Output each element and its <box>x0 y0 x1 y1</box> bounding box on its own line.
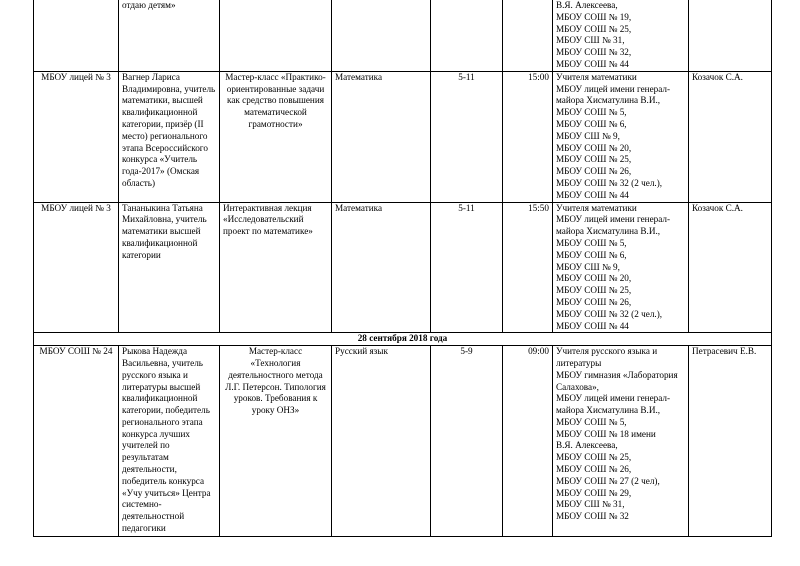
time-cell: 15:50 <box>503 202 553 333</box>
participants-cell: Учителя математики МБОУ лицей имени генерал- майора Хисматулина В.И., МБОУ СОШ № 5, МБОУ СОШ № 6, МБОУ СШ № 9, МБОУ СОШ № 20, МБОУ СОШ № 25, МБОУ СОШ № 26, МБОУ СОШ № 32 (2 чел.), МБОУ СОШ № 44 <box>553 202 689 333</box>
table-row <box>34 346 772 537</box>
org-cell: МБОУ СОШ № 24 <box>34 346 119 537</box>
subject-cell <box>332 0 431 71</box>
org-cell: МБОУ лицей № 3 <box>34 71 119 202</box>
teacher-cell: отдаю детям» <box>119 0 220 71</box>
grades-cell <box>431 0 503 71</box>
subject-cell: Русский язык <box>332 346 431 537</box>
participants-cell: Учителя математики МБОУ лицей имени генерал- майора Хисматулина В.И., МБОУ СОШ № 5, МБОУ СОШ № 6, МБОУ СШ № 9, МБОУ СОШ № 20, МБОУ СОШ № 25, МБОУ СОШ № 26, МБОУ СОШ № 32 (2 чел.), МБОУ СОШ № 44 <box>553 71 689 202</box>
table-row <box>34 202 772 333</box>
subject-cell: Математика <box>332 71 431 202</box>
time-cell: 15:00 <box>503 71 553 202</box>
subject-cell: Математика <box>332 202 431 333</box>
event-cell: Мастер-класс «Практико-ориентированные задачи как средство повышения математической грамотности» <box>220 71 332 202</box>
grades-cell: 5-11 <box>431 71 503 202</box>
date-row <box>34 333 772 346</box>
time-cell: 09:00 <box>503 346 553 537</box>
curator-cell: Козачок С.А. <box>689 202 772 333</box>
curator-cell <box>689 0 772 71</box>
grades-cell: 5-11 <box>431 202 503 333</box>
participants-cell: Учителя русского языка и литературы МБОУ гимназия «Лаборатория Салахова», МБОУ лицей имени генерал- майора Хисматулина В.И., МБОУ СОШ № 5, МБОУ СОШ № 18 имени В.Я. Алексеева, МБОУ СОШ № 25, МБОУ СОШ № 26, МБОУ СОШ № 27 (2 чел), МБОУ СОШ № 29, МБОУ СШ № 31, МБОУ СОШ № 32 <box>553 346 689 537</box>
teacher-cell: Тананыкина Татьяна Михайловна, учитель математики высшей квалификационной категории <box>119 202 220 333</box>
time-cell <box>503 0 553 71</box>
event-cell <box>220 0 332 71</box>
event-cell: Интерактивная лекция «Исследовательский проект по математике» <box>220 202 332 333</box>
teacher-cell: Вагнер Лариса Владимировна, учитель математики, высшей квалификационной категории, призёр (II место) регионального этапа Всероссийского конкурса «Учитель года-2017» (Омская область) <box>119 71 220 202</box>
org-cell <box>34 0 119 71</box>
table-row <box>34 0 772 71</box>
schedule-table <box>33 0 772 537</box>
teacher-cell: Рыкова Надежда Васильевна, учитель русского языка и литературы высшей квалификационной категории, победитель регионального этапа конкурса лучших учителей по результатам деятельности, победитель конкурса «Учу учиться» Центра системно-деятельностной педагогики <box>119 346 220 537</box>
grades-cell: 5-9 <box>431 346 503 537</box>
date-heading: 28 сентября 2018 года <box>34 333 772 346</box>
participants-cell: В.Я. Алексеева, МБОУ СОШ № 19, МБОУ СОШ № 25, МБОУ СШ № 31, МБОУ СОШ № 32, МБОУ СОШ № 44 <box>553 0 689 71</box>
table-row <box>34 71 772 202</box>
curator-cell: Петрасевич Е.В. <box>689 346 772 537</box>
org-cell: МБОУ лицей № 3 <box>34 202 119 333</box>
event-cell: Мастер-класс «Технология деятельностного метода Л.Г. Петерсон. Типология уроков. Требования к уроку ОНЗ» <box>220 346 332 537</box>
curator-cell: Козачок С.А. <box>689 71 772 202</box>
